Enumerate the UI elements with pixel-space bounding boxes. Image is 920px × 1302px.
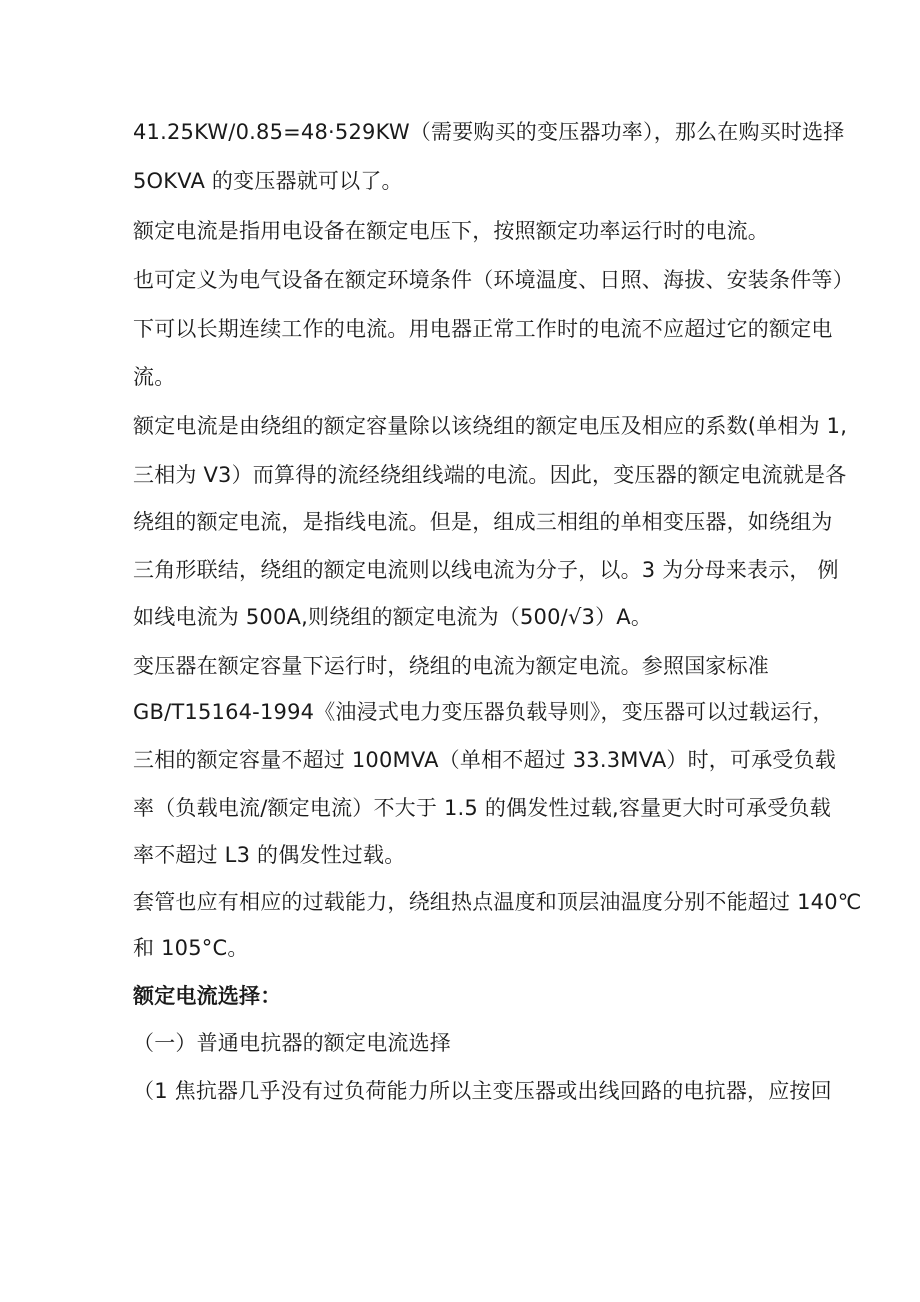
text-line: 如线电流为 500A,则绕组的额定电流为（500∕√3）A。 <box>133 605 653 629</box>
text-line: 也可定义为电气设备在额定环境条件（环境温度、日照、海拔、安装条件等） <box>133 268 854 292</box>
text-line: 绕组的额定电流，是指线电流。但是，组成三相组的单相变压器，如绕组为 <box>133 510 833 534</box>
text-line: 额定电流是指用电设备在额定电压下，按照额定功率运行时的电流。 <box>133 219 769 243</box>
text-line: 三相为 V3）而算得的流经绕组线端的电流。因此，变压器的额定电流就是各 <box>133 463 847 487</box>
text-line: 和 105°C。 <box>133 936 249 960</box>
text-line: 率（负载电流/额定电流）不大于 1.5 的偶发性过载,容量更大时可承受负载 <box>133 796 831 820</box>
text-line: 率不超过 L3 的偶发性过载。 <box>133 843 406 867</box>
section-heading: 额定电流选择： <box>133 984 282 1008</box>
text-line: 三相的额定容量不超过 100MVA（单相不超过 33.3MVA）时，可承受负载 <box>133 748 837 772</box>
text-line: （1 焦抗器几乎没有过负荷能力所以主变压器或出线回路的电抗器，应按回 <box>133 1079 832 1103</box>
text-line: 5OKVA 的变压器就可以了。 <box>133 169 403 193</box>
text-line: 流。 <box>133 365 176 389</box>
text-line: 41.25KW/0.85=48·529KW（需要购买的变压器功率），那么在购买时选择 <box>133 120 845 144</box>
text-line: 额定电流是由绕组的额定容量除以该绕组的额定电压及相应的系数(单相为 1, <box>133 414 848 438</box>
text-line: 下可以长期连续工作的电流。用电器正常工作时的电流不应超过它的额定电 <box>133 317 833 341</box>
text-line: 三角形联结，绕组的额定电流则以线电流为分子，以。3 为分母来表示， 例 <box>133 558 839 582</box>
text-line: 套管也应有相应的过载能力，绕组热点温度和顶层油温度分别不能超过 140℃ <box>133 890 862 914</box>
text-line: GB/T15164-1994《油浸式电力变压器负载导则》，变压器可以过载运行， <box>133 700 834 724</box>
text-line: 变压器在额定容量下运行时，绕组的电流为额定电流。参照国家标准 <box>133 654 769 678</box>
subsection-heading: （一）普通电抗器的额定电流选择 <box>133 1031 451 1055</box>
